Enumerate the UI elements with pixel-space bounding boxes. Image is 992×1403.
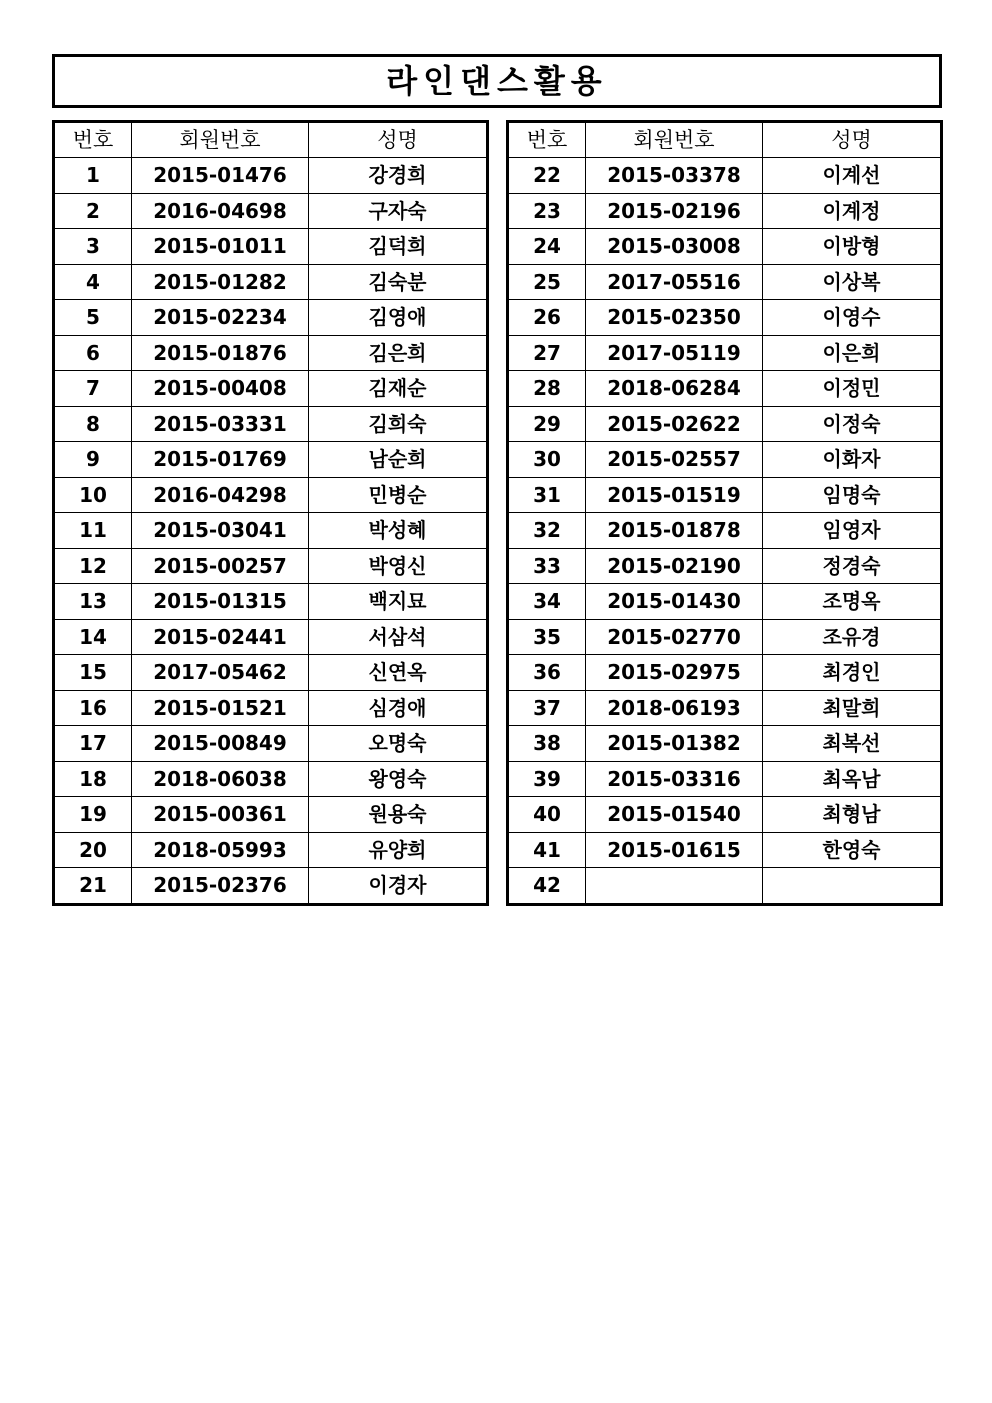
header-name: 성명: [309, 122, 488, 158]
cell-member-id: 2015-03378: [586, 158, 763, 194]
table-row: [508, 619, 942, 655]
cell-name: 최복선: [763, 726, 942, 762]
cell-name: 이정민: [763, 371, 942, 407]
cell-name: 김은희: [309, 335, 488, 371]
table-row: [54, 264, 488, 300]
cell-number: 41: [508, 832, 586, 868]
cell-member-id: 2015-02975: [586, 655, 763, 691]
cell-member-id: 2015-02350: [586, 300, 763, 336]
cell-number: 8: [54, 406, 132, 442]
cell-member-id: 2015-01011: [132, 229, 309, 265]
cell-number: 2: [54, 193, 132, 229]
cell-member-id: 2015-01282: [132, 264, 309, 300]
table-row: [54, 513, 488, 549]
cell-name: 이은희: [763, 335, 942, 371]
cell-member-id: 2015-01615: [586, 832, 763, 868]
header-number: 번호: [54, 122, 132, 158]
table-row: [54, 477, 488, 513]
cell-name: 원용숙: [309, 797, 488, 833]
cell-name: 정경숙: [763, 548, 942, 584]
cell-number: 20: [54, 832, 132, 868]
cell-member-id: 2015-01769: [132, 442, 309, 478]
header-number: 번호: [508, 122, 586, 158]
table-row: [54, 193, 488, 229]
cell-number: 36: [508, 655, 586, 691]
cell-name: 최옥남: [763, 761, 942, 797]
cell-number: 4: [54, 264, 132, 300]
cell-member-id: 2018-06284: [586, 371, 763, 407]
cell-name: 이영수: [763, 300, 942, 336]
cell-member-id: 2015-01521: [132, 690, 309, 726]
cell-number: 27: [508, 335, 586, 371]
cell-name: 임명숙: [763, 477, 942, 513]
table-row: [54, 158, 488, 194]
cell-number: 31: [508, 477, 586, 513]
cell-number: 13: [54, 584, 132, 620]
cell-name: 김희숙: [309, 406, 488, 442]
roster-body-left: [54, 158, 488, 905]
table-row: [508, 655, 942, 691]
cell-name: [763, 868, 942, 905]
cell-name: 구자숙: [309, 193, 488, 229]
cell-member-id: 2015-01315: [132, 584, 309, 620]
table-row: [54, 726, 488, 762]
table-row: [508, 300, 942, 336]
cell-name: 김재순: [309, 371, 488, 407]
cell-member-id: 2015-01519: [586, 477, 763, 513]
cell-member-id: 2015-02376: [132, 868, 309, 905]
cell-number: 11: [54, 513, 132, 549]
cell-member-id: 2017-05119: [586, 335, 763, 371]
cell-member-id: 2015-00849: [132, 726, 309, 762]
cell-member-id: 2015-03041: [132, 513, 309, 549]
cell-number: 21: [54, 868, 132, 905]
cell-name: 이경자: [309, 868, 488, 905]
cell-name: 최말희: [763, 690, 942, 726]
table-row: [508, 584, 942, 620]
cell-name: 강경희: [309, 158, 488, 194]
table-row: [508, 513, 942, 549]
cell-name: 김덕희: [309, 229, 488, 265]
cell-member-id: 2015-02557: [586, 442, 763, 478]
cell-member-id: 2015-03316: [586, 761, 763, 797]
cell-number: 15: [54, 655, 132, 691]
table-row: [508, 229, 942, 265]
cell-name: 서삼석: [309, 619, 488, 655]
table-row: [54, 797, 488, 833]
header-row: [54, 122, 488, 158]
roster-table-left: [52, 120, 489, 906]
cell-member-id: 2015-01430: [586, 584, 763, 620]
header-row: [508, 122, 942, 158]
table-row: [508, 371, 942, 407]
table-row: [54, 371, 488, 407]
cell-name: 임영자: [763, 513, 942, 549]
cell-number: 32: [508, 513, 586, 549]
table-row: [54, 442, 488, 478]
cell-name: 백지묘: [309, 584, 488, 620]
cell-member-id: 2015-02770: [586, 619, 763, 655]
table-row: [508, 832, 942, 868]
table-row: [508, 442, 942, 478]
cell-name: 유양희: [309, 832, 488, 868]
cell-member-id: 2017-05516: [586, 264, 763, 300]
table-row: [54, 300, 488, 336]
cell-number: 14: [54, 619, 132, 655]
cell-name: 민병순: [309, 477, 488, 513]
table-row: [508, 406, 942, 442]
cell-name: 이상복: [763, 264, 942, 300]
cell-name: 김숙분: [309, 264, 488, 300]
table-row: [54, 335, 488, 371]
cell-member-id: 2015-01878: [586, 513, 763, 549]
cell-name: 남순희: [309, 442, 488, 478]
table-row: [508, 335, 942, 371]
cell-number: 23: [508, 193, 586, 229]
cell-name: 조유경: [763, 619, 942, 655]
table-row: [54, 229, 488, 265]
cell-number: 38: [508, 726, 586, 762]
table-row: [508, 264, 942, 300]
cell-name: 이정숙: [763, 406, 942, 442]
cell-member-id: 2016-04298: [132, 477, 309, 513]
table-row: [54, 868, 488, 905]
cell-name: 심경애: [309, 690, 488, 726]
cell-member-id: 2015-00257: [132, 548, 309, 584]
cell-name: 한영숙: [763, 832, 942, 868]
cell-number: 40: [508, 797, 586, 833]
header-member-id: 회원번호: [586, 122, 763, 158]
cell-number: 22: [508, 158, 586, 194]
table-row: [508, 193, 942, 229]
cell-member-id: [586, 868, 763, 905]
cell-name: 박영신: [309, 548, 488, 584]
cell-name: 김영애: [309, 300, 488, 336]
cell-number: 30: [508, 442, 586, 478]
cell-member-id: 2015-03331: [132, 406, 309, 442]
roster-table-right: [506, 120, 943, 906]
cell-number: 12: [54, 548, 132, 584]
cell-member-id: 2015-02441: [132, 619, 309, 655]
cell-number: 33: [508, 548, 586, 584]
cell-number: 6: [54, 335, 132, 371]
cell-member-id: 2016-04698: [132, 193, 309, 229]
table-row: [508, 477, 942, 513]
cell-member-id: 2017-05462: [132, 655, 309, 691]
cell-number: 1: [54, 158, 132, 194]
cell-number: 5: [54, 300, 132, 336]
cell-member-id: 2015-02622: [586, 406, 763, 442]
cell-name: 최형남: [763, 797, 942, 833]
cell-number: 34: [508, 584, 586, 620]
header-name: 성명: [763, 122, 942, 158]
cell-number: 42: [508, 868, 586, 905]
cell-number: 28: [508, 371, 586, 407]
header-member-id: 회원번호: [132, 122, 309, 158]
cell-number: 10: [54, 477, 132, 513]
cell-number: 37: [508, 690, 586, 726]
cell-member-id: 2015-00408: [132, 371, 309, 407]
cell-name: 이계정: [763, 193, 942, 229]
table-row: [508, 868, 942, 905]
cell-number: 26: [508, 300, 586, 336]
cell-member-id: 2015-02234: [132, 300, 309, 336]
table-row: [54, 655, 488, 691]
cell-number: 19: [54, 797, 132, 833]
cell-number: 29: [508, 406, 586, 442]
cell-name: 최경인: [763, 655, 942, 691]
table-row: [508, 548, 942, 584]
cell-number: 17: [54, 726, 132, 762]
roster-body-right: [508, 158, 942, 905]
cell-number: 16: [54, 690, 132, 726]
cell-number: 39: [508, 761, 586, 797]
cell-number: 25: [508, 264, 586, 300]
cell-member-id: 2015-02190: [586, 548, 763, 584]
cell-number: 3: [54, 229, 132, 265]
table-row: [54, 406, 488, 442]
cell-member-id: 2015-01382: [586, 726, 763, 762]
table-row: [54, 761, 488, 797]
cell-member-id: 2015-02196: [586, 193, 763, 229]
cell-member-id: 2018-05993: [132, 832, 309, 868]
cell-name: 이방형: [763, 229, 942, 265]
table-row: [508, 690, 942, 726]
title-box: [52, 54, 942, 108]
cell-name: 박성혜: [309, 513, 488, 549]
cell-number: 24: [508, 229, 586, 265]
table-row: [508, 761, 942, 797]
cell-name: 신연옥: [309, 655, 488, 691]
cell-member-id: 2015-01876: [132, 335, 309, 371]
cell-member-id: 2015-00361: [132, 797, 309, 833]
table-row: [508, 726, 942, 762]
table-row: [508, 158, 942, 194]
cell-member-id: 2018-06193: [586, 690, 763, 726]
cell-number: 7: [54, 371, 132, 407]
table-row: [54, 584, 488, 620]
cell-member-id: 2015-01540: [586, 797, 763, 833]
cell-member-id: 2015-01476: [132, 158, 309, 194]
cell-name: 왕영숙: [309, 761, 488, 797]
cell-name: 조명옥: [763, 584, 942, 620]
table-row: [54, 548, 488, 584]
cell-number: 9: [54, 442, 132, 478]
cell-name: 이계선: [763, 158, 942, 194]
table-row: [54, 690, 488, 726]
cell-name: 이화자: [763, 442, 942, 478]
cell-number: 35: [508, 619, 586, 655]
cell-number: 18: [54, 761, 132, 797]
cell-member-id: 2018-06038: [132, 761, 309, 797]
cell-member-id: 2015-03008: [586, 229, 763, 265]
page-title: 라인댄스활용: [386, 62, 608, 100]
cell-name: 오명숙: [309, 726, 488, 762]
table-row: [54, 619, 488, 655]
table-row: [54, 832, 488, 868]
table-row: [508, 797, 942, 833]
